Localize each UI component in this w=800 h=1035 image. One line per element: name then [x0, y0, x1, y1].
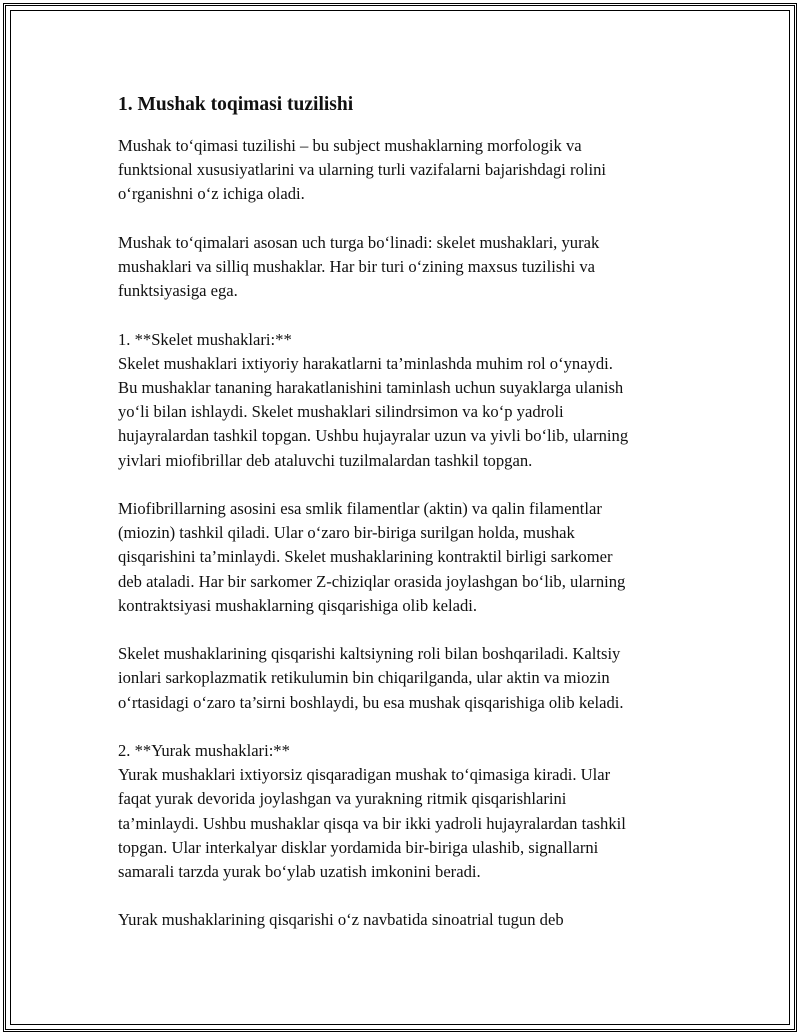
- document-body: [118, 92, 688, 957]
- text-line: qisqarishini ta’minlaydi. Skelet mushaklarining kontraktil birligi sarkomer: [118, 547, 613, 567]
- text-line: ta’minlaydi. Ushbu mushaklar qisqa va bir ikki yadroli hujayralardan tashkil: [118, 813, 626, 833]
- text-line: yivlari miofibrillar deb ataluvchi tuzilmalardan tashkil topgan.: [118, 450, 533, 470]
- text-line: Mushak to‘qimasi tuzilishi – bu subject mushaklarning morfologik va: [118, 136, 582, 155]
- paragraph-types: [118, 231, 688, 304]
- text-line: kontraktsiyasi mushaklarning qisqarishiga olib keladi.: [118, 595, 478, 615]
- text-line: Skelet mushaklari ixtiyoriy harakatlarni ta’minlashda muhim rol o‘ynaydi.: [118, 353, 613, 373]
- text-line: hujayralardan tashkil topgan. Ushbu hujayralar uzun va yivli bo‘lib, ularning: [118, 426, 629, 446]
- list-item-heading: 2. **Yurak mushaklari:**: [118, 741, 290, 760]
- text-line: topgan. Ular interkalyar disklar yordamida bir-biriga ulashib, signallarni: [118, 837, 599, 857]
- text-line: funktsiyasiga ega.: [118, 281, 238, 301]
- section-heading: 1. Mushak toqimasi tuzilishi: [118, 94, 354, 115]
- text-line: samarali tarzda yurak bo‘ylab uzatish imkonini beradi.: [118, 862, 481, 882]
- paragraph-cardiac-contraction: [118, 908, 688, 932]
- text-line: Mushak to‘qimalari asosan uch turga bo‘linadi: skelet mushaklari, yurak: [118, 232, 600, 252]
- text-line: mushaklari va silliq mushaklar. Har bir turi o‘zining maxsus tuzilishi va: [118, 257, 595, 276]
- list-item-heading: 1. **Skelet mushaklari:**: [118, 329, 292, 349]
- text-line: Bu mushaklar tananing harakatlanishini taminlash uchun suyaklarga ulanish: [118, 378, 624, 397]
- text-line: Yurak mushaklarining qisqarishi o‘z navbatida sinoatrial tugun deb: [118, 910, 564, 930]
- text-line: Yurak mushaklari ixtiyorsiz qisqaradigan mushak to‘qimasiga kiradi. Ular: [118, 765, 611, 785]
- text-line: funktsional xususiyatlarini va ularning turli vazifalarni bajarishdagi rolini: [118, 160, 607, 180]
- paragraph-myofibrils: [118, 497, 688, 618]
- paragraph-skeletal: [118, 328, 688, 473]
- paragraph-cardiac: [118, 739, 688, 884]
- paragraph-intro: [118, 134, 688, 207]
- text-line: o‘rtasidagi o‘zaro ta’sirni boshlaydi, bu esa mushak qisqarishiga olib keladi.: [118, 692, 624, 712]
- text-line: deb ataladi. Har bir sarkomer Z-chiziqlar orasida joylashgan bo‘lib, ularning: [118, 571, 626, 591]
- text-line: (miozin) tashkil qiladi. Ular o‘zaro bir-biriga surilgan holda, mushak: [118, 523, 575, 543]
- text-line: faqat yurak devorida joylashgan va yurakning ritmik qisqarishlarini: [118, 789, 567, 809]
- paragraph-calcium: [118, 642, 688, 715]
- text-line: o‘rganishni o‘z ichiga oladi.: [118, 184, 305, 204]
- text-line: Skelet mushaklarining qisqarishi kaltsiyning roli bilan boshqariladi. Kaltsiy: [118, 644, 621, 664]
- text-line: ionlari sarkoplazmatik retikulumin bin chiqarilganda, ular aktin va miozin: [118, 668, 610, 688]
- text-line: yo‘li bilan ishlaydi. Skelet mushaklari silindrsimon va ko‘p yadroli: [118, 402, 564, 422]
- text-line: Miofibrillarning asosini esa smlik filamentlar (aktin) va qalin filamentlar: [118, 499, 602, 518]
